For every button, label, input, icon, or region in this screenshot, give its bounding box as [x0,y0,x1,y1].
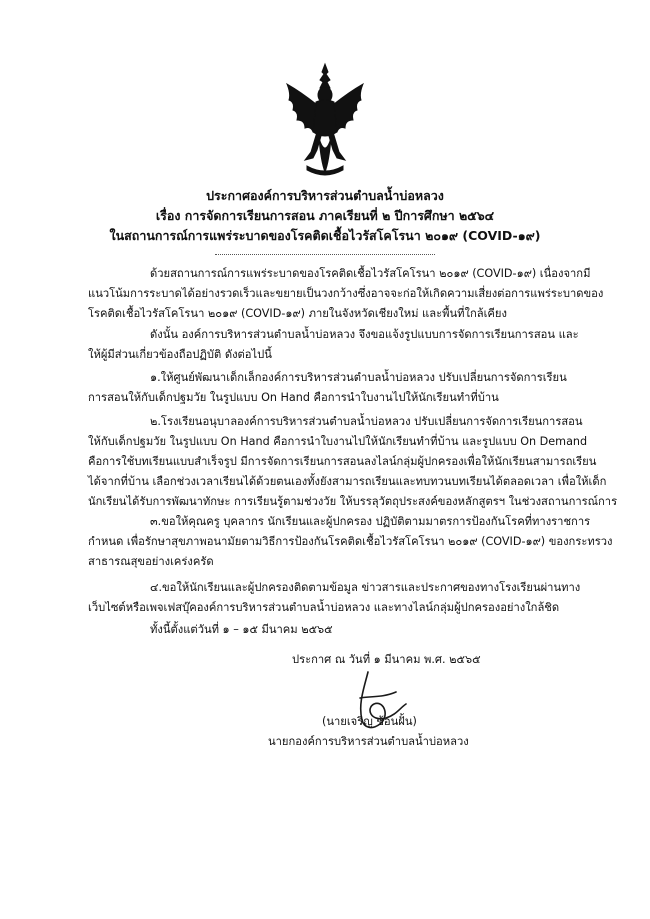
list-item-1: ๑.ให้ศูนย์พัฒนาเด็กเล็กองค์การบริหารส่วนตำบลน้ำบ่อหลวง ปรับเปลี่ยนการจัดการเรียน [150,371,567,384]
title-divider [215,254,435,255]
list-item-2: นักเรียนได้รับการพัฒนาทักษะ การเรียนรู้ตามช่วงวัย ให้บรรลุวัตถุประสงค์ของหลักสูตรฯ ในช่วงสถานการณ์การ [88,495,618,508]
body-line: ด้วยสถานการณ์การแพร่ระบาดของโรคติดเชื้อไวรัสโคโรนา ๒๐๑๙ (COVID-๑๙) เนื่องจากมี [150,267,591,280]
list-item-4: ๔.ขอให้นักเรียนและผู้ปกครองติดตามข้อมูล ข่าวสารและประกาศของทางโรงเรียนผ่านทาง [150,581,581,594]
body-line: ให้ผู้มีส่วนเกี่ยวข้องถือปฏิบัติ ดังต่อไปนี้ [88,348,272,361]
body-line: ดังนั้น องค์การบริหารส่วนตำบลน้ำบ่อหลวง จึงขอแจ้งรูปแบบการจัดการเรียนการสอน และ [150,328,579,341]
announcement-context: ในสถานการณ์การแพร่ระบาดของโรคติดเชื้อไวรัสโคโรนา ๒๐๑๙ (COVID-๑๙) [109,228,541,243]
signer-title: นายกองค์การบริหารส่วนตำบลน้ำบ่อหลวง [268,735,469,748]
list-item-3: กำหนด เพื่อรักษาสุขภาพอนามัยตามวิธีการป้องกันโรคติดเชื้อไวรัสโคโรนา ๒๐๑๙ (COVID-๑๙) ของกระทรวง [88,535,613,548]
list-item-2: ให้กับเด็กปฐมวัย ในรูปแบบ On Hand คือการนำใบงานไปให้นักเรียนทำที่บ้าน และรูปแบบ On Demand [88,435,588,448]
signer-name: (นายเจริญ ช้อนฝั้น) [322,715,417,728]
list-item-2: ได้จากที่บ้าน เลือกช่วงเวลาเรียนได้ด้วยตนเองทั้งยังสามารถเรียนและทบทวนบทเรียนได้ตลอดเวลา เพื่อให้เด็ก [88,475,607,488]
garuda-emblem-icon [283,62,367,180]
announcement-title: ประกาศองค์การบริหารส่วนตำบลน้ำบ่อหลวง [206,188,444,203]
body-line: โรคติดเชื้อไวรัสโคโรนา ๒๐๑๙ (COVID-๑๙) ภายในจังหวัดเชียงใหม่ และพื้นที่ใกล้เคียง [88,307,507,320]
list-item-2: ๒.โรงเรียนอนุบาลองค์การบริหารส่วนตำบลน้ำบ่อหลวง ปรับเปลี่ยนการจัดการเรียนการสอน [150,415,583,428]
list-item-1: การสอนให้กับเด็กปฐมวัย ในรูปแบบ On Hand คือการนำใบงานไปให้นักเรียนทำที่บ้าน [88,391,499,404]
list-item-2: คือการใช้บทเรียนแบบสำเร็จรูป มีการจัดการเรียนการสอนลงไลน์กลุ่มผู้ปกครองเพื่อให้นักเรียนสามารถเรียน [88,455,597,468]
list-item-3: ๓.ขอให้คุณครู บุคลากร นักเรียนและผู้ปกครอง ปฏิบัติตามมาตรการป้องกันโรคที่ทางราชการ [150,515,591,528]
announcement-subject: เรื่อง การจัดการเรียนการสอน ภาคเรียนที่ ๒ ปีการศึกษา ๒๕๖๔ [155,208,495,223]
list-item-4: เว็บไซต์หรือเพจเฟสบุ๊คองค์การบริหารส่วนตำบลน้ำบ่อหลวง และทางไลน์กลุ่มผู้ปกครองอย่างใกล้ชิด [88,601,560,614]
effective-date: ทั้งนี้ตั้งแต่วันที่ ๑ – ๑๕ มีนาคม ๒๕๖๕ [150,623,333,636]
body-line: แนวโน้มการระบาดได้อย่างรวดเร็วและขยายเป็นวงกว้างซึ่งอาจจะก่อให้เกิดความเสี่ยงต่อการแพร่ระบาดของ [88,287,604,300]
announced-date: ประกาศ ณ วันที่ ๑ มีนาคม พ.ศ. ๒๕๖๕ [292,653,481,666]
list-item-3: สาธารณสุขอย่างเคร่งครัด [88,555,214,568]
